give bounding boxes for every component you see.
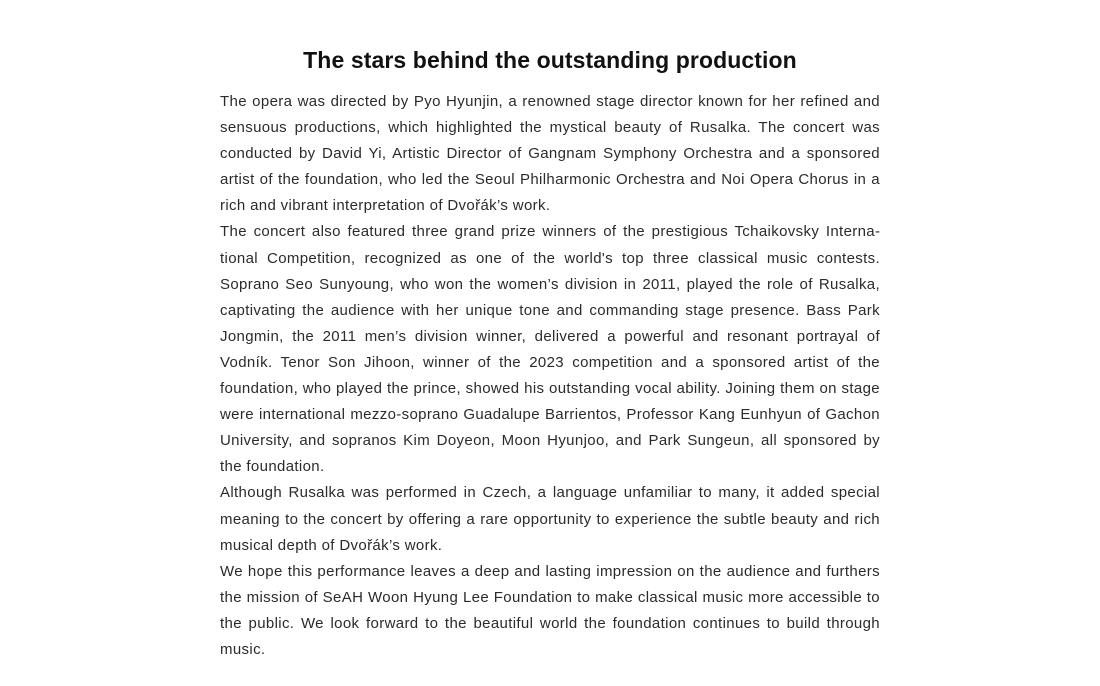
paragraph-directors: The opera was directed by Pyo Hyunjin, a renowned stage director known for her refined and sensuous productions, which highlighted the mystical beauty of Rusalka. The concert was conducted by David Yi, Artistic Director of Gangnam Symphony Orchestra and a sponsored artist of the foundation, who led the Seoul Philharmonic Orchestra and Noi Opera Chorus in a rich and vibrant interpretation of Dvořák’s work. [220, 93, 880, 215]
paragraph-soloists: The concert also featured three grand prize winners of the prestigious Tchaikovsky International Competition, recognized as one of the world's top three classical music contests. Soprano Seo Sunyoung, who won the women’s division in 2011, played the role of Rusalka, captivating the audience with her unique tone and commanding stage presence. Bass Park Jongmin, the 2011 men’s division winner, delivered a powerful and resonant portrayal of Vodník. Tenor Son Jihoon, winner of the 2023 competition and a sponsored artist of the foundation, who played the prince, showed his outstanding vocal ability. Joining them on stage were international mezzo-soprano Guadalupe Barrientos, Professor Kang Eunhyun of Gachon University, and sopranos Kim Doyeon, Moon Hyunjoo, and Park Sungeun, all sponsored by the foundation. [220, 223, 880, 476]
article-title: The stars behind the outstanding production [303, 47, 797, 73]
paragraph-closing: We hope this performance leaves a deep and lasting impression on the audience and furthers the mission of SeAH Woon Hyung Lee Foundation to make classical music more accessible to the public. We look forward to the beautiful world the foundation continues to build through music. [220, 562, 880, 658]
paragraph-language: Although Rusalka was performed in Czech, a language unfamiliar to many, it added special meaning to the concert by offering a rare opportunity to experience the subtle beauty and rich musical depth of Dvořák’s work. [220, 484, 880, 554]
article [220, 44, 880, 663]
